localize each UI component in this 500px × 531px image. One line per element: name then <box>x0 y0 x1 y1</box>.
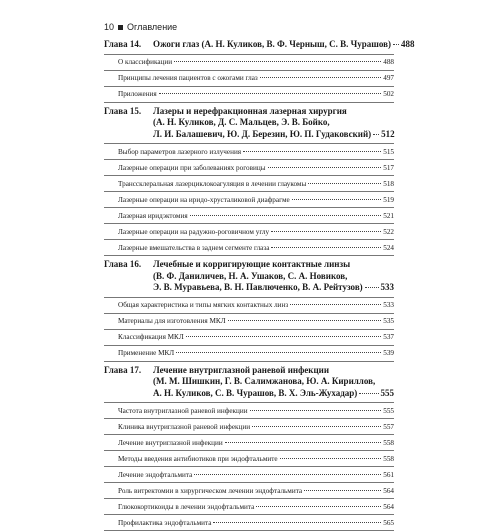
chapter-number: Глава 16. <box>104 259 142 269</box>
toc-section: Лазерная иридэктомия 521 <box>118 211 394 220</box>
toc-section: Лазерные операции на иридо-хрусталиковой диафрагме 519 <box>118 195 394 204</box>
chapter-title: Лазеры и нерефракционная лазерная хирургия <box>153 105 347 116</box>
chapter-15 <box>104 106 394 141</box>
dot-leader <box>365 287 379 288</box>
chapter-authors: Э. В. Муравьева, В. Н. Павлюченко, В. А. Рейтузов) <box>153 282 363 292</box>
chapter-page: 533 <box>380 282 394 292</box>
toc-section: О классификации 488 <box>118 58 394 66</box>
chapter-authors: (М. М. Шишкин, Г. В. Салимжанова, Ю. А. Кириллов, <box>153 376 376 386</box>
dot-leader <box>393 44 399 45</box>
toc-subsection: Лечение эндофтальмита 561 <box>118 470 394 479</box>
chapter-number: Глава 14. <box>104 39 142 49</box>
toc-section: Профилактика эндофтальмита 565 <box>118 518 394 527</box>
chapter-number: Глава 15. <box>104 105 142 116</box>
running-header <box>104 22 177 32</box>
toc-section: Лазерные вмешательства в заднем сегменте глаза 524 <box>118 243 394 252</box>
toc-section: Частота внутриглазной раневой инфекции 555 <box>118 406 394 415</box>
toc-section: Клиника внутриглазной раневой инфекции 557 <box>118 422 394 431</box>
chapter-authors: А. Н. Куликов, С. В. Чурашов, В. Х. Эль-Жухадар) <box>153 387 358 398</box>
toc-section: Лазерные операции на радужно-роговичном углу 522 <box>118 227 394 236</box>
chapter-authors: Л. И. Балашевич, Ю. Д. Березин, Ю. П. Гудаковский) <box>153 128 372 139</box>
dot-leader <box>359 393 378 394</box>
chapter-page: 488 <box>401 39 415 49</box>
toc-section: Общая характеристика и типы мягких контактных линз 533 <box>118 301 394 309</box>
toc-subsection: Методы введения антибиотиков при эндофтальмите 558 <box>118 454 394 463</box>
chapter-title: Лечение внутриглазной раневой инфекции <box>153 364 330 375</box>
toc-section: Применение МКЛ 539 <box>118 349 394 357</box>
dot-leader <box>373 134 379 135</box>
running-title: Оглавление <box>127 22 178 32</box>
chapter-17 <box>104 365 394 400</box>
chapter-14 <box>104 39 415 51</box>
toc-subsection: Глюкокортикоиды в лечении эндофтальмита 564 <box>118 502 394 511</box>
chapter-number: Глава 17. <box>104 364 142 375</box>
chapter-title: Ожоги глаз (А. Н. Куликов, В. Ф. Черныш, С. В. Чурашов) <box>153 39 391 49</box>
chapter-authors: (А. Н. Куликов, Д. С. Мальцев, Э. В. Бойко, <box>153 117 330 127</box>
chapter-page: 555 <box>380 387 394 398</box>
toc-section: Приложения 502 <box>118 90 394 98</box>
chapter-page: 512 <box>381 128 395 139</box>
toc-section: Лазерные операции при заболеваниях роговицы 517 <box>118 163 394 172</box>
page-number: 10 <box>104 22 115 32</box>
toc-section: Роль витректомии в хирургическом лечении эндофтальмита 564 <box>118 486 394 495</box>
toc-section: Выбор параметров лазерного излучения 515 <box>118 147 394 156</box>
toc-subsection: Классификация МКЛ 537 <box>118 333 394 341</box>
chapter-title: Лечебные и корригирующие контактные линзы <box>153 259 351 269</box>
toc-section: Транссклеральная лазерциклокоагуляция в лечении глаукомы 518 <box>118 179 394 188</box>
chapter-authors: (В. Ф. Даниличев, Н. А. Ушаков, С. А. Новиков, <box>153 270 348 281</box>
toc-subsection: Материалы для изготовления МКЛ 535 <box>118 317 394 325</box>
toc-section: Лечение внутриглазной инфекции 558 <box>118 438 394 447</box>
table-of-contents <box>104 39 415 531</box>
chapter-16 <box>104 259 394 294</box>
square-bullet-icon <box>118 25 123 30</box>
toc-section: Принципы лечения пациентов с ожогами глаз 497 <box>118 74 394 82</box>
